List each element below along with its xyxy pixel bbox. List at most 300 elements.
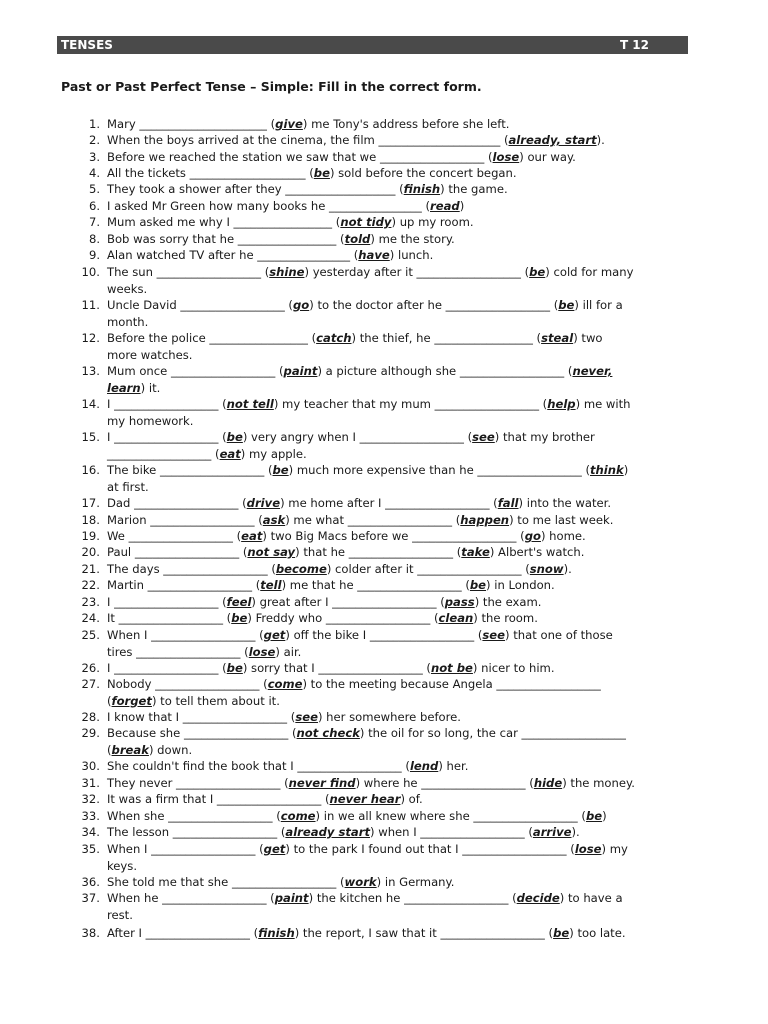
sentence-text: ) to tell them about it. xyxy=(151,693,280,708)
verb-cue: happen xyxy=(460,513,510,527)
sentence-text: When she __________________ ( xyxy=(107,809,281,823)
sentence-text: We __________________ ( xyxy=(107,529,242,543)
verb-cue: see xyxy=(295,710,318,724)
exercise-sentence xyxy=(107,577,692,594)
sentence-text: ) to have a xyxy=(559,891,623,905)
exercise-number: 16. xyxy=(81,463,100,477)
sentence-text: I __________________ ( xyxy=(107,661,227,675)
sentence-text: ) the report, I saw that it __________________ ( xyxy=(294,926,554,940)
sentence-text: ) in Germany. xyxy=(376,875,455,889)
exercise-number: 6. xyxy=(88,199,100,213)
verb-cue: be xyxy=(272,463,289,477)
sentence-text: ) to me last week. xyxy=(509,513,614,527)
sentence-text: I __________________ ( xyxy=(107,595,227,609)
sentence-text: ) very angry when I __________________ ( xyxy=(242,430,473,444)
sentence-text: ) in London. xyxy=(486,578,555,592)
exercise-number: 31. xyxy=(81,776,100,790)
verb-cue: lend xyxy=(409,759,439,773)
sentence-text: When I __________________ ( xyxy=(107,628,264,642)
exercise-number: 30. xyxy=(81,759,100,773)
sentence-text: ) me the story. xyxy=(370,232,455,246)
verb-cue: see xyxy=(482,628,506,642)
exercise-number: 11. xyxy=(81,298,100,312)
sentence-text: ) my xyxy=(601,842,628,856)
exercise-number: 15. xyxy=(81,430,100,444)
exercise-number: 8. xyxy=(88,232,100,246)
verb-cue: be xyxy=(231,611,248,625)
sentence-text: When I __________________ ( xyxy=(107,842,264,856)
sentence-text: ) great after I __________________ ( xyxy=(251,595,445,609)
sentence-text: ) air. xyxy=(275,644,302,659)
sentence-text: ) two xyxy=(573,331,603,345)
sentence-line xyxy=(107,396,692,413)
sentence-line xyxy=(107,314,692,331)
sentence-text: ) into the water. xyxy=(518,496,612,510)
verb-cue: not check xyxy=(296,726,360,740)
sentence-text: ). xyxy=(571,825,580,839)
exercise-number: 38. xyxy=(81,926,100,940)
sentence-line xyxy=(107,231,692,248)
sentence-text: ) xyxy=(623,463,629,477)
sentence-line xyxy=(107,644,692,661)
sentence-text: ) lunch. xyxy=(389,248,434,262)
sentence-text: Uncle David __________________ ( xyxy=(107,298,293,312)
exercise-number: 33. xyxy=(81,809,100,823)
sentence-text: ) much more expensive than he __________________ ( xyxy=(288,463,590,477)
exercise-number: 34. xyxy=(81,825,100,839)
sentence-text: The bike __________________ ( xyxy=(107,463,273,477)
sentence-text: ) the money. xyxy=(562,776,635,790)
sentence-text: The lesson __________________ ( xyxy=(107,825,286,839)
exercise-sentence xyxy=(107,594,692,611)
sentence-text: Paul __________________ ( xyxy=(107,545,248,559)
sentence-text: I asked Mr Green how many books he ________________ ( xyxy=(107,199,430,213)
exercise-sentence xyxy=(107,660,692,677)
header-left-label: TENSES xyxy=(61,38,113,52)
sentence-text: ). xyxy=(596,133,605,147)
exercise-sentence xyxy=(107,610,692,627)
sentence-text: ) the kitchen he __________________ ( xyxy=(308,891,517,905)
exercise-sentence xyxy=(107,165,692,182)
sentence-text: ) off the bike I __________________ ( xyxy=(285,628,483,642)
verb-cue: feel xyxy=(226,595,252,609)
verb-cue: shine xyxy=(269,265,305,279)
verb-cue: be xyxy=(469,578,487,592)
exercise-number: 19. xyxy=(81,529,100,543)
verb-cue: finish xyxy=(258,926,295,940)
sentence-line xyxy=(107,725,692,742)
verb-cue: be xyxy=(558,298,575,312)
exercise-sentence xyxy=(107,725,692,758)
sentence-line xyxy=(107,791,692,808)
page-title: Past or Past Perfect Tense – Simple: Fill in the correct form. xyxy=(61,79,482,94)
verb-cue: come xyxy=(280,809,316,823)
sentence-text: ( xyxy=(107,742,112,757)
sentence-text: ) the game. xyxy=(440,182,508,196)
sentence-text: rest. xyxy=(107,907,133,922)
sentence-text: ) me what __________________ ( xyxy=(285,513,461,527)
exercise-sentence xyxy=(107,627,692,660)
exercise-number: 35. xyxy=(81,842,100,856)
sentence-text: my homework. xyxy=(107,413,194,428)
verb-cue: tell xyxy=(260,578,282,592)
sentence-line xyxy=(107,512,692,529)
sentence-line xyxy=(107,429,692,446)
sentence-text: ) that my brother xyxy=(494,430,595,444)
sentence-text: ) that one of those xyxy=(505,628,613,642)
sentence-text: ) two Big Macs before we __________________ ( xyxy=(262,529,525,543)
sentence-line xyxy=(107,380,692,397)
sentence-line xyxy=(107,181,692,198)
exercise-sentence xyxy=(107,890,692,923)
verb-cue: pass xyxy=(444,595,475,609)
exercise-sentence xyxy=(107,758,692,775)
verb-cue: be xyxy=(529,265,546,279)
verb-cue: go xyxy=(292,298,310,312)
exercise-number: 2. xyxy=(88,133,100,147)
exercise-sentence xyxy=(107,512,692,529)
sentence-line xyxy=(107,132,692,149)
sentence-text: ) down. xyxy=(148,742,193,757)
verb-cue: catch xyxy=(316,331,352,345)
sentence-line xyxy=(107,561,692,578)
verb-cue: become xyxy=(275,562,327,576)
exercise-number: 13. xyxy=(81,364,100,378)
exercise-sentence xyxy=(107,462,692,495)
verb-cue: get xyxy=(263,842,286,856)
sentence-text: ) it. xyxy=(140,380,161,395)
verb-cue: drive xyxy=(246,496,281,510)
exercise-sentence xyxy=(107,297,692,330)
sentence-text: She couldn't find the book that I __________________ ( xyxy=(107,759,410,773)
exercise-sentence xyxy=(107,874,692,891)
exercise-number: 14. xyxy=(81,397,100,411)
sentence-line xyxy=(107,214,692,231)
sentence-text: ) nicer to him. xyxy=(472,661,555,675)
sentence-text: Mary ______________________ ( xyxy=(107,117,276,131)
exercise-sentence xyxy=(107,330,692,363)
sentence-line xyxy=(107,627,692,644)
exercise-sentence xyxy=(107,214,692,231)
exercise-number: 20. xyxy=(81,545,100,559)
sentence-text: ) me with xyxy=(575,397,631,411)
sentence-line xyxy=(107,165,692,182)
verb-cue: give xyxy=(275,117,303,131)
sentence-line xyxy=(107,824,692,841)
sentence-line xyxy=(107,264,692,281)
exercise-sentence xyxy=(107,231,692,248)
sentence-text: The days __________________ ( xyxy=(107,562,276,576)
sentence-text: ) colder after it __________________ ( xyxy=(326,562,530,576)
exercise-sentence xyxy=(107,544,692,561)
sentence-text: ) of. xyxy=(400,792,423,806)
sentence-text: ) when I __________________ ( xyxy=(370,825,533,839)
exercise-number: 29. xyxy=(81,726,100,740)
exercise-number: 37. xyxy=(81,891,100,905)
sentence-line xyxy=(107,841,692,858)
exercise-sentence xyxy=(107,396,692,429)
exercise-sentence xyxy=(107,841,692,874)
sentence-line xyxy=(107,775,692,792)
exercise-number: 22. xyxy=(81,578,100,592)
verb-cue: hide xyxy=(533,776,563,790)
verb-cue: help xyxy=(547,397,576,411)
sentence-text: ) too late. xyxy=(569,926,626,940)
exercise-sentence xyxy=(107,528,692,545)
verb-cue: be xyxy=(313,166,330,180)
verb-cue: be xyxy=(553,926,570,940)
sentence-text: ) up my room. xyxy=(391,215,474,229)
sentence-line xyxy=(107,347,692,364)
verb-cue: already start xyxy=(285,825,370,839)
sentence-text: ) our way. xyxy=(519,150,576,164)
sentence-text: Bob was sorry that he _________________ ( xyxy=(107,232,345,246)
exercise-sentence xyxy=(107,791,692,808)
verb-cue: be xyxy=(585,809,603,823)
exercise-number: 18. xyxy=(81,513,100,527)
sentence-line xyxy=(107,247,692,264)
sentence-text: ) the oil for so long, the car __________________ xyxy=(359,726,626,740)
exercise-number: 10. xyxy=(81,265,100,279)
exercise-sentence xyxy=(107,132,692,149)
exercise-number: 21. xyxy=(81,562,100,576)
verb-cue: clean xyxy=(438,611,474,625)
sentence-text: It __________________ ( xyxy=(107,611,232,625)
sentence-text: weeks. xyxy=(107,281,148,296)
verb-cue: take xyxy=(461,545,490,559)
verb-cue: never hear xyxy=(329,792,401,806)
sentence-text: Martin __________________ ( xyxy=(107,578,261,592)
exercise-number: 1. xyxy=(88,117,100,131)
sentence-text: ) ill for a xyxy=(574,298,623,312)
exercise-number: 12. xyxy=(81,331,100,345)
sentence-line xyxy=(107,660,692,677)
verb-cue: have xyxy=(358,248,390,262)
exercise-sentence xyxy=(107,808,692,825)
sentence-line xyxy=(107,116,692,133)
sentence-text: Nobody __________________ ( xyxy=(107,677,268,691)
exercise-number: 9. xyxy=(88,248,100,262)
exercise-sentence xyxy=(107,264,692,297)
sentence-line xyxy=(107,594,692,611)
sentence-text: I know that I __________________ ( xyxy=(107,710,296,724)
exercise-sentence xyxy=(107,198,692,215)
sentence-text: ) a picture although she __________________ ( xyxy=(317,364,573,378)
sentence-line xyxy=(107,462,692,479)
verb-cue: not tell xyxy=(226,397,274,411)
sentence-text: The sun __________________ ( xyxy=(107,265,270,279)
verb-cue: snow xyxy=(529,562,564,576)
sentence-text: They took a shower after they ___________________ ( xyxy=(107,182,404,196)
sentence-line xyxy=(107,198,692,215)
sentence-text: ) that he __________________ ( xyxy=(295,545,462,559)
exercise-sentence xyxy=(107,181,692,198)
sentence-text: ) Albert's watch. xyxy=(489,545,585,559)
sentence-line xyxy=(107,446,692,463)
sentence-text: ) sorry that I __________________ ( xyxy=(242,661,431,675)
sentence-line xyxy=(107,149,692,166)
verb-cue: decide xyxy=(516,891,560,905)
sentence-text: ) cold for many xyxy=(545,265,634,279)
verb-cue: come xyxy=(267,677,303,691)
verb-cue: see xyxy=(472,430,495,444)
sentence-text: Because she __________________ ( xyxy=(107,726,297,740)
exercise-number: 27. xyxy=(81,677,100,691)
exercise-sentence xyxy=(107,709,692,726)
sentence-line xyxy=(107,742,692,759)
sentence-text: ) my teacher that my mum __________________ ( xyxy=(273,397,548,411)
sentence-text: Dad __________________ ( xyxy=(107,496,247,510)
verb-cue: never, xyxy=(572,364,613,378)
sentence-line xyxy=(107,577,692,594)
exercise-sentence xyxy=(107,495,692,512)
verb-cue: not be xyxy=(430,661,473,675)
verb-cue: not say xyxy=(247,545,296,559)
sentence-text: ) to the doctor after he __________________ ( xyxy=(309,298,559,312)
verb-cue: learn xyxy=(107,380,141,395)
sentence-text: ) the thief, he _________________ ( xyxy=(351,331,542,345)
exercise-number: 28. xyxy=(81,710,100,724)
sentence-text: They never __________________ ( xyxy=(107,776,289,790)
verb-cue: ask xyxy=(262,513,286,527)
verb-cue: work xyxy=(344,875,377,889)
sentence-text: ) her somewhere before. xyxy=(317,710,461,724)
sentence-line xyxy=(107,907,692,924)
sentence-text: After I __________________ ( xyxy=(107,926,259,940)
sentence-line xyxy=(107,808,692,825)
sentence-text: Alan watched TV after he ________________ ( xyxy=(107,248,359,262)
exercise-number: 25. xyxy=(81,628,100,642)
sentence-text: ) her. xyxy=(438,759,469,773)
sentence-line xyxy=(107,610,692,627)
exercise-sentence xyxy=(107,149,692,166)
sentence-text: Before we reached the station we saw that we __________________ ( xyxy=(107,150,493,164)
exercise-sentence xyxy=(107,429,692,462)
exercise-number: 32. xyxy=(81,792,100,806)
sentence-text: ) Freddy who __________________ ( xyxy=(247,611,439,625)
sentence-text: ) where he __________________ ( xyxy=(355,776,534,790)
sentence-text: ) xyxy=(459,199,465,213)
verb-cue: lose xyxy=(248,644,276,659)
sentence-text: __________________ ( xyxy=(107,446,220,461)
exercise-number: 3. xyxy=(88,150,100,164)
sentence-line xyxy=(107,330,692,347)
verb-cue: get xyxy=(263,628,286,642)
sentence-text: I __________________ ( xyxy=(107,397,227,411)
sentence-text: ) the room. xyxy=(473,611,538,625)
sentence-line xyxy=(107,413,692,430)
exercise-number: 17. xyxy=(81,496,100,510)
exercise-sentence xyxy=(107,925,692,942)
verb-cue: already, start xyxy=(508,133,597,147)
verb-cue: go xyxy=(524,529,541,543)
sentence-text: ) me Tony's address before she left. xyxy=(302,117,510,131)
exercise-number: 26. xyxy=(81,661,100,675)
sentence-text: keys. xyxy=(107,858,138,873)
sentence-text: Before the police _________________ ( xyxy=(107,331,317,345)
sentence-line xyxy=(107,281,692,298)
verb-cue: break xyxy=(111,742,149,757)
sentence-text: When he __________________ ( xyxy=(107,891,275,905)
sentence-text: ) the exam. xyxy=(474,595,542,609)
exercise-number: 7. xyxy=(88,215,100,229)
sentence-text: ) yesterday after it __________________ ( xyxy=(304,265,530,279)
header-right-label: T 12 xyxy=(619,38,649,52)
exercise-sentence xyxy=(107,247,692,264)
sentence-text: tires __________________ ( xyxy=(107,644,249,659)
sentence-text: She told me that she __________________ ( xyxy=(107,875,345,889)
sentence-text: All the tickets ____________________ ( xyxy=(107,166,314,180)
exercise-sentence xyxy=(107,824,692,841)
sentence-text: at first. xyxy=(107,479,149,494)
verb-cue: lose xyxy=(492,150,520,164)
sentence-line xyxy=(107,544,692,561)
sentence-text: ) sold before the concert began. xyxy=(329,166,517,180)
sentence-text: ). xyxy=(563,562,572,576)
sentence-text: Mum asked me why I _________________ ( xyxy=(107,215,341,229)
verb-cue: paint xyxy=(274,891,309,905)
exercise-sentence xyxy=(107,676,692,709)
sentence-text: ) xyxy=(602,809,607,823)
sentence-text: Mum once __________________ ( xyxy=(107,364,284,378)
verb-cue: be xyxy=(226,430,243,444)
sentence-line xyxy=(107,479,692,496)
sentence-line xyxy=(107,890,692,907)
sentence-line xyxy=(107,925,692,942)
sentence-text: Marion __________________ ( xyxy=(107,513,263,527)
sentence-line xyxy=(107,709,692,726)
exercise-sentence xyxy=(107,116,692,133)
verb-cue: not tidy xyxy=(340,215,392,229)
verb-cue: fall xyxy=(497,496,519,510)
verb-cue: steal xyxy=(541,331,574,345)
sentence-line xyxy=(107,363,692,380)
sentence-text: month. xyxy=(107,314,149,329)
verb-cue: never find xyxy=(288,776,356,790)
sentence-line xyxy=(107,758,692,775)
verb-cue: read xyxy=(430,199,460,213)
sentence-text: ) to the meeting because Angela __________________ xyxy=(302,677,601,691)
sentence-line xyxy=(107,874,692,891)
exercise-number: 5. xyxy=(88,182,100,196)
sentence-text: ) my apple. xyxy=(240,446,307,461)
sentence-text: ) me home after I __________________ ( xyxy=(280,496,498,510)
sentence-text: It was a firm that I __________________ ( xyxy=(107,792,330,806)
sentence-text: I __________________ ( xyxy=(107,430,227,444)
exercise-sentence xyxy=(107,775,692,792)
sentence-text: ( xyxy=(107,693,112,708)
sentence-text: ) to the park I found out that I __________________ ( xyxy=(285,842,575,856)
verb-cue: told xyxy=(344,232,371,246)
sentence-line xyxy=(107,676,692,693)
exercise-number: 23. xyxy=(81,595,100,609)
verb-cue: eat xyxy=(241,529,263,543)
exercise-sentence xyxy=(107,363,692,396)
exercise-sentence xyxy=(107,561,692,578)
sentence-text: more watches. xyxy=(107,347,193,362)
verb-cue: arrive xyxy=(532,825,572,839)
sentence-line xyxy=(107,297,692,314)
verb-cue: forget xyxy=(111,693,152,708)
exercise-number: 4. xyxy=(88,166,100,180)
verb-cue: be xyxy=(226,661,243,675)
sentence-line xyxy=(107,693,692,710)
sentence-text: ) home. xyxy=(540,529,586,543)
sentence-text: When the boys arrived at the cinema, the film _____________________ ( xyxy=(107,133,509,147)
verb-cue: eat xyxy=(219,446,241,461)
sentence-line xyxy=(107,528,692,545)
sentence-line xyxy=(107,495,692,512)
